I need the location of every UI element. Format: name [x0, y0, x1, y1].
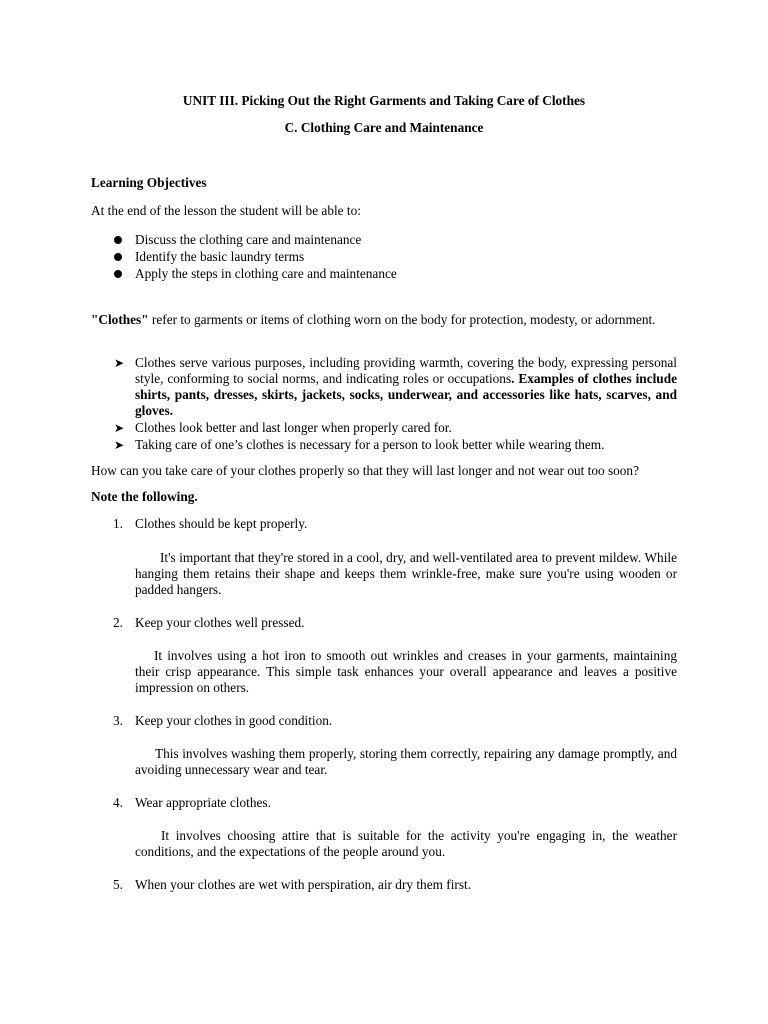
objective-item: Identify the basic laundry terms — [135, 249, 305, 264]
step-title: When your clothes are wet with perspiration, air dry them first. — [135, 877, 472, 892]
bullet-icon — [114, 270, 122, 278]
definition-text: refer to garments or items of clothing worn on the body for protection, modesty, or adornment. — [148, 312, 656, 327]
objective-item: Apply the steps in clothing care and maintenance — [135, 266, 397, 281]
step-number: 5. — [113, 877, 123, 892]
step-number: 3. — [113, 713, 123, 728]
arrow-point-text: Clothes serve various purposes, including providing warmth, covering the body, expressing personal style, conforming to social norms, and indicating roles or occupations — [135, 355, 677, 386]
arrow-point — [135, 355, 677, 419]
step-number: 2. — [113, 615, 123, 630]
arrow-bullet-icon: ➤ — [114, 438, 125, 452]
question-text: How can you take care of your clothes properly so that they will last longer and not wear out too soon? — [91, 463, 639, 478]
step-number: 1. — [113, 516, 123, 531]
arrow-point: Clothes look better and last longer when properly cared for. — [135, 420, 452, 435]
arrow-bullet-icon: ➤ — [114, 421, 125, 435]
arrow-point: Taking care of one’s clothes is necessary for a person to look better while wearing them. — [135, 437, 605, 452]
step-title: Keep your clothes well pressed. — [135, 615, 305, 630]
objectives-heading: Learning Objectives — [91, 175, 207, 190]
objective-item: Discuss the clothing care and maintenance — [135, 232, 362, 247]
step-title: Clothes should be kept properly. — [135, 516, 308, 531]
step-title: Keep your clothes in good condition. — [135, 713, 333, 728]
step-body: This involves washing them properly, storing them correctly, repairing any damage promptly, and avoiding unnecessary wear and tear. — [135, 746, 677, 777]
clothes-definition — [91, 312, 677, 328]
step-number: 4. — [113, 795, 123, 810]
arrow-point-bold-text: . Examples of clothes include shirts, pants, dresses, skirts, jackets, socks, underwear, and accessories like hats, scarves, and gloves. — [135, 371, 677, 418]
step-body: It's important that they're stored in a cool, dry, and well-ventilated area to prevent mildew. While hanging them retains their shape and keeps them wrinkle-free, make sure you're using wooden or padded hangers. — [135, 550, 677, 597]
objectives-intro: At the end of the lesson the student will be able to: — [91, 203, 361, 218]
arrow-bullet-icon: ➤ — [114, 356, 125, 370]
bullet-icon — [114, 253, 122, 261]
step-body: It involves choosing attire that is suitable for the activity you're engaging in, the weather conditions, and the expectations of the people around you. — [135, 828, 677, 859]
step-title: Wear appropriate clothes. — [135, 795, 271, 810]
note-heading: Note the following. — [91, 489, 198, 504]
section-title: C. Clothing Care and Maintenance — [284, 120, 484, 135]
bullet-icon — [114, 236, 122, 244]
definition-term: "Clothes" — [91, 312, 149, 327]
unit-title: UNIT III. Picking Out the Right Garments and Taking Care of Clothes — [182, 93, 586, 108]
step-body: It involves using a hot iron to smooth out wrinkles and creases in your garments, maintaining their crisp appearance. This simple task enhances your overall appearance and leaves a positive impression on others. — [135, 648, 677, 695]
